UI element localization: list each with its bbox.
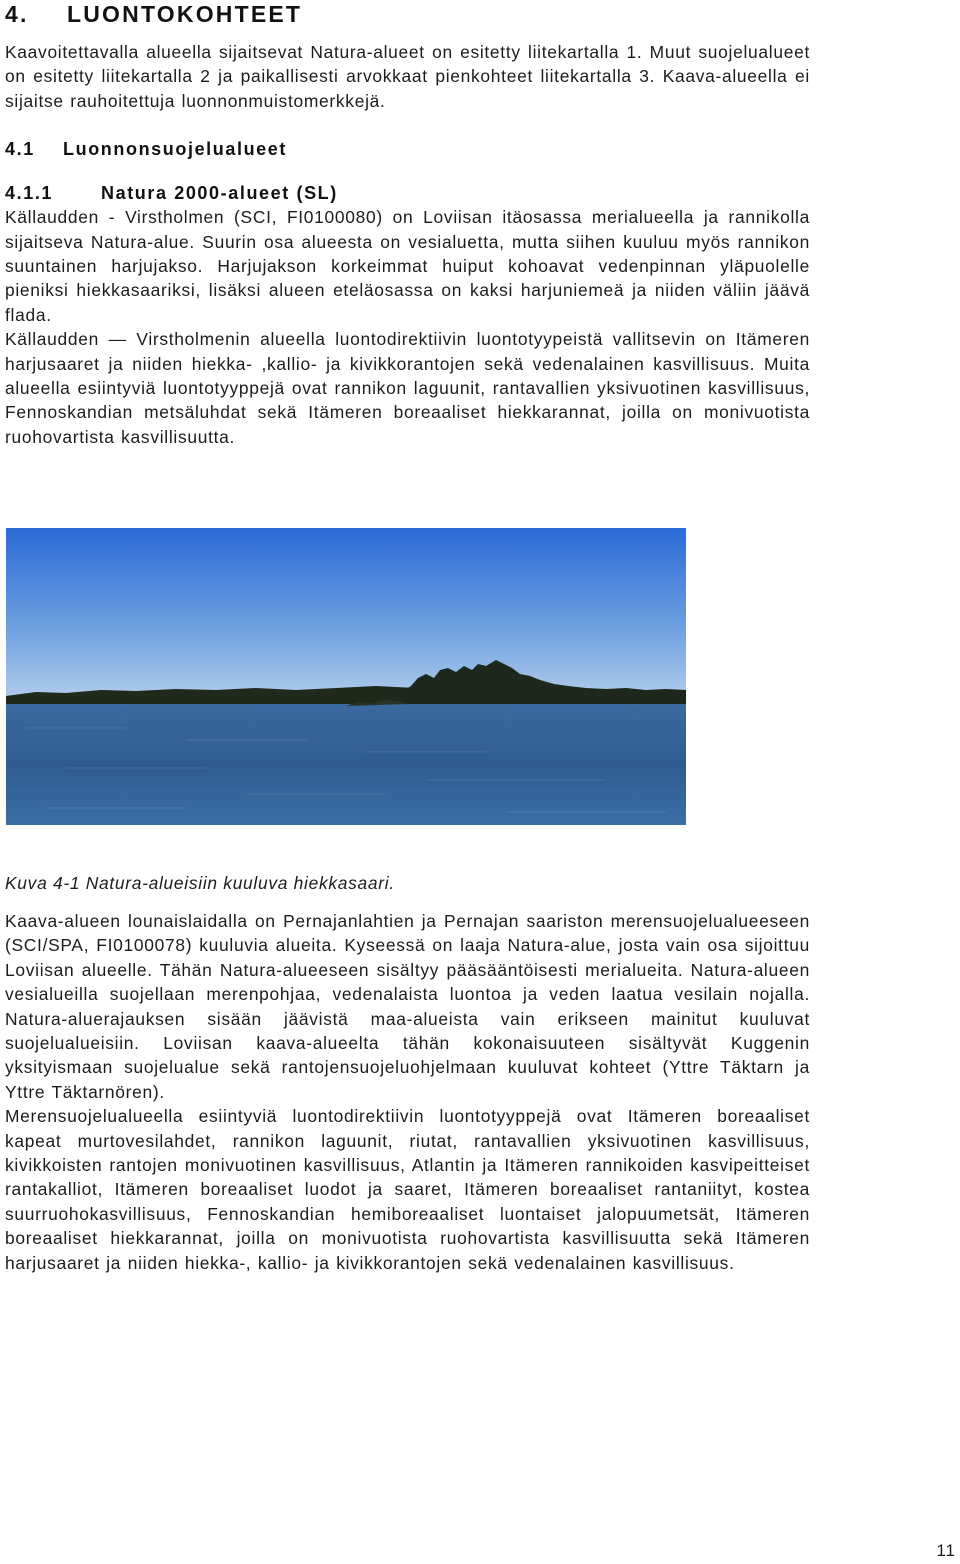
upper-content	[5, 0, 810, 449]
photo-illustration	[6, 528, 686, 825]
section-heading	[5, 0, 810, 28]
water	[6, 704, 686, 825]
subsubsection-title: Natura 2000-alueet (SL)	[101, 183, 338, 204]
marine-reserve-paragraph: Kaava-alueen lounaislaidalla on Pernajanlahtien ja Pernajan saariston merensuojelualueeseen (SCI/SPA, FI0100078) kuuluvia alueita. Kyseessä on laaja Natura-alue, josta vain osa sijoittuu Loviisan alueelle. Tähän Natura-alueeseen sisältyy pääsääntöisesti merialueita. Natura-alueen vesialueilla suojellaan merenpohjaa, vedenalaista luontoa ja veden laatua vesilain nojalla. Natura-aluerajauksen sisään jäävistä maa-alueista vain erikseen mainitut kuuluvat suojelualueisiin. Loviisan kaava-alueelta tähän kokonaisuuteen sisältyvät Kuggenin yksityismaan suojelualue sekä rantojensuojeluohjelmaan kuuluvat kohteet (Yttre Täktarn ja Yttre Täktarnören).	[5, 911, 810, 1102]
natura-paragraph-2: Källaudden — Virstholmenin alueella luontodirektiivin luontotyypeistä vallitsevin on Itämeren harjusaaret ja niiden hiekka- ,kallio- ja kivikkorantojen sekä vedenalainen kasvillisuus. Muita alueella esiintyviä luontotyyppejä ovat rannikon laguunit, rantavallien yksivuotinen kasvillisuus, Fennoskandian metsäluhdat sekä Itämeren boreaaliset hiekkarannat, joilla on monivuotista ruohovartista kasvillisuutta.	[5, 329, 810, 447]
figure-caption: Kuva 4-1 Natura-alueisiin kuuluva hiekkasaari.	[5, 873, 395, 893]
subsubsection-heading	[5, 181, 810, 205]
section-number: 4.	[5, 1, 29, 27]
sand-island-photo	[6, 528, 686, 825]
subsection-number: 4.1	[5, 139, 35, 160]
intro-paragraph: Kaavoitettavalla alueella sijaitsevat Natura-alueet on esitetty liitekartalla 1. Muut suojelualueet on esitetty liitekartalla 2 ja paikallisesti arvokkaat pienkohteet liitekartalla 3. Kaava-alueella ei sijaitse rauhoitettuja luonnonmuistomerkkejä.	[5, 42, 810, 111]
page-number: 11	[936, 1541, 956, 1560]
habitat-types-paragraph: Merensuojelualueella esiintyviä luontodirektiivin luontotyyppejä ovat Itämeren boreaaliset kapeat murtovesilahdet, rannikon laguunit, riutat, rantavallien yksivuotinen kasvillisuus, kivikkoisten rantojen monivuotinen kasvillisuus, Atlantin ja Itämeren rannikoiden kasvipeitteiset rantakalliot, Itämeren boreaaliset luodot ja saaret, Itämeren boreaaliset rantaniityt, kostea suurruohokasvillisuus, Fennoskandian hemiboreaaliset luontaiset jalopuumetsät, Itämeren boreaaliset hiekkarannat, joilla on monivuotista ruohovartista kasvillisuutta sekä Itämeren harjusaaret ja niiden hiekka-, kallio- ja kivikkorantojen sekä vedenalainen kasvillisuus.	[5, 1106, 810, 1273]
subsection-title: Luonnonsuojelualueet	[63, 139, 287, 160]
lower-content	[5, 909, 810, 1275]
natura-paragraph-1: Källaudden - Virstholmen (SCI, FI0100080) on Loviisan itäosassa merialueella ja rannikolla sijaitseva Natura-alue. Suurin osa alueesta on vesialuetta, mutta siihen kuuluu myös rannikon suuntainen harjujakso. Harjujakson korkeimmat huiput kohoavat vedenpinnan yläpuolelle pieniksi hiekkasaariksi, lisäksi alueen eteläosassa on kaksi harjuniemeä ja niiden väliin jäävä flada.	[5, 207, 810, 325]
subsubsection-number: 4.1.1	[5, 183, 54, 204]
section-title: LUONTOKOHTEET	[67, 1, 303, 27]
subsection-heading	[5, 137, 810, 161]
sky	[6, 528, 686, 708]
